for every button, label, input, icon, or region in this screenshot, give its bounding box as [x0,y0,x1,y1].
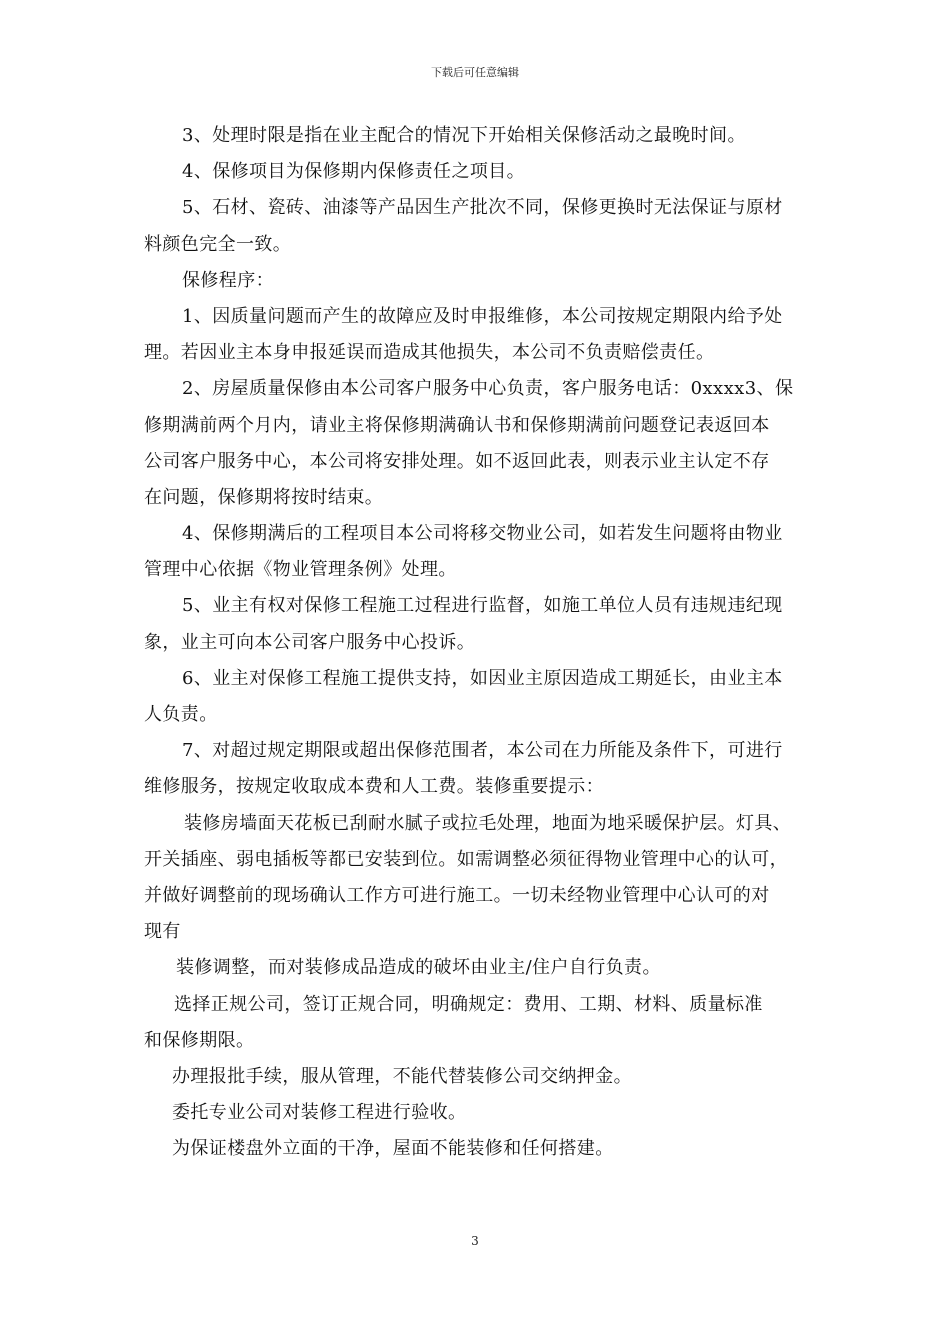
paragraph [144,1131,810,1167]
text-line: 公司客户服务中心，本公司将安排处理。如不返回此表，则表示业主认定不存 [144,450,770,472]
text-line: 4、保修期满后的工程项目本公司将移交物业公司，如若发生问题将由物业 [182,523,783,545]
paragraph [144,154,810,190]
text-line: 开关插座、弱电插板等都已安装到位。如需调整必须征得物业管理中心的认可， [144,848,788,870]
paragraph [144,1059,810,1095]
text-line: 现有 [144,921,181,943]
text-line: 7、对超过规定期限或超出保修范围者，本公司在力所能及条件下，可进行 [182,740,783,762]
paragraph [144,661,810,733]
paragraph [144,950,810,986]
document-body [144,118,810,1167]
text-line: 理。若因业主本身申报延误而造成其他损失，本公司不负责赔偿责任。 [144,342,715,364]
text-line: 装修调整，而对装修成品造成的破坏由业主/住户自行负责。 [176,957,661,979]
text-line: 5、石材、瓷砖、油漆等产品因生产批次不同，保修更换时无法保证与原材 [182,197,783,219]
page-number: 3 [471,1234,479,1248]
text-line: 保修程序： [182,269,274,291]
text-line: 料颜色完全一致。 [144,233,292,255]
text-line: 委托专业公司对装修工程进行验收。 [172,1102,467,1124]
text-line: 人负责。 [144,704,218,725]
paragraph [144,987,810,1059]
page-header: 下载后可任意编辑 [431,66,519,79]
paragraph [144,190,810,262]
text-line: 3、处理时限是指在业主配合的情况下开始相关保修活动之最晚时间。 [182,125,746,146]
text-line: 办理报批手续，服从管理，不能代替装修公司交纳押金。 [172,1065,632,1087]
text-line: 装修房墙面天花板已刮耐水腻子或拉毛处理，地面为地采暖保护层。灯具、 [184,812,792,834]
paragraph [144,263,810,299]
text-line: 修期满前两个月内，请业主将保修期满确认书和保修期满前问题登记表返回本 [144,414,770,436]
paragraph [144,118,810,154]
paragraph [144,299,810,371]
text-line: 象，业主可向本公司客户服务中心投诉。 [144,631,476,653]
text-line: 4、保修项目为保修期内保修责任之项目。 [182,161,526,183]
paragraph [144,371,810,516]
text-line: 和保修期限。 [144,1029,255,1051]
text-line: 为保证楼盘外立面的干净，屋面不能装修和任何搭建。 [172,1138,614,1160]
paragraph [144,733,810,805]
text-line: 在问题，保修期将按时结束。 [144,486,384,508]
text-line: 管理中心依据《物业管理条例》处理。 [144,559,457,581]
text-line: 1、因质量问题而产生的故障应及时申报维修，本公司按规定期限内给予处 [182,305,783,327]
text-line: 并做好调整前的现场确认工作方可进行施工。一切未经物业管理中心认可的对 [144,884,770,906]
paragraph [144,588,810,660]
paragraph [144,1095,810,1131]
text-line: 2、房屋质量保修由本公司客户服务中心负责，客户服务电话：0xxxx3、保 [182,378,794,400]
text-line: 选择正规公司，签订正规合同，明确规定：费用、工期、材料、质量标准 [174,993,763,1015]
text-line: 6、业主对保修工程施工提供支持，如因业主原因造成工期延长，由业主本 [182,667,783,689]
text-line: 维修服务，按规定收取成本费和人工费。装修重要提示： [144,776,604,798]
paragraph [144,516,810,588]
paragraph [144,806,810,951]
text-line: 5、业主有权对保修工程施工过程进行监督，如施工单位人员有违规违纪现 [182,595,783,617]
